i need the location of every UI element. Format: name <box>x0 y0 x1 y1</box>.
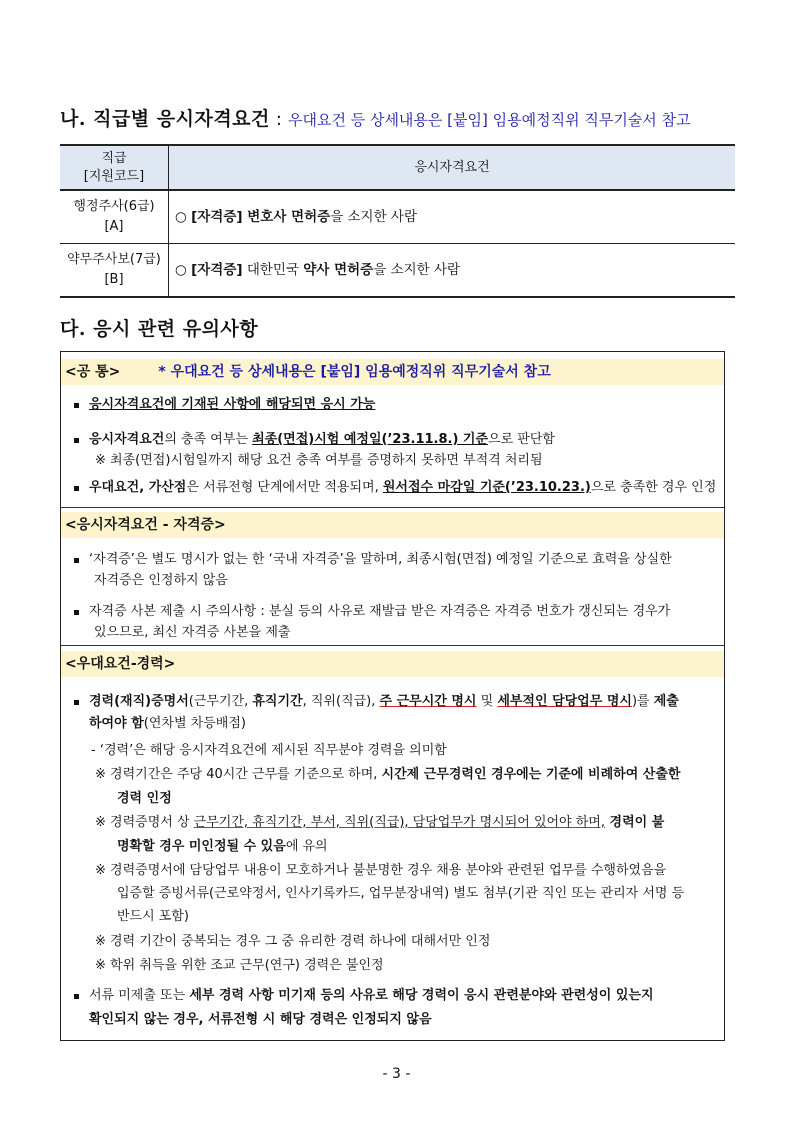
page-number: - 3 - <box>382 1066 411 1082</box>
common-item-3 <box>89 479 716 497</box>
career-item-2-a: 서류 미제출 또는 <box>89 988 190 1003</box>
requirement-cell <box>169 244 736 298</box>
req-bold: [자격증] <box>191 262 243 278</box>
career-item-2-line2: 확인되지 않는 경우, 서류전형 시 해당 경력은 인정되지 않음 <box>89 1012 432 1027</box>
grade-code: [A] <box>104 219 124 234</box>
career-note-5: ※ 학위 취득을 위한 조교 근무(연구) 경력은 불인정 <box>95 958 384 973</box>
common-item-2-b: 의 충족 여부는 <box>164 432 253 447</box>
career-item-1-line2 <box>89 715 246 733</box>
notice-box <box>60 351 725 1041</box>
career-item-1-a: 경력(재직)증명서 <box>89 694 189 709</box>
divider <box>61 507 724 508</box>
career-note-2-l2b: 에 유의 <box>285 839 328 854</box>
career-heading: <우대요건-경력> <box>61 651 724 677</box>
divider <box>61 645 724 646</box>
bullet-icon <box>74 438 79 443</box>
license-item-2-line2: 있으므로, 최신 자격증 사본을 제출 <box>94 625 291 640</box>
grade-cell <box>60 244 169 298</box>
career-note-1-line2: 경력 인정 <box>117 791 172 806</box>
section-da-title: 다. 응시 관련 유의사항 <box>60 318 259 340</box>
career-note-2-line2 <box>117 838 328 856</box>
common-item-2-d: 으로 판단함 <box>488 432 555 447</box>
header-grade-line2: [지원코드] <box>83 168 145 184</box>
common-item-3-b: 은 서류전형 단계에서만 적용되며, <box>186 480 383 495</box>
common-item-2-a: 응시자격요건 <box>89 432 165 447</box>
header-grade-line1: 직급 <box>101 150 127 166</box>
license-item-1-line1: ‘자격증’은 별도 명시가 없는 한 ‘국내 자격증’을 말하며, 최종시험(면접) 예정일 기준으로 효력을 상실한 <box>89 552 672 567</box>
common-item-1-text: 응시자격요건에 기재된 사항에 해당되면 응시 가능 <box>89 397 376 412</box>
license-heading: <응시자격요건 - 자격증> <box>61 512 724 538</box>
grade-name: 약무주사보(7급) <box>67 252 161 267</box>
license-item-1-line2: 자격증은 인정하지 않음 <box>94 573 228 588</box>
career-note-1-b: 시간제 근무경력인 경우에는 기준에 비례하여 산출한 <box>381 767 681 782</box>
common-head-note: * 우대요건 등 상세내용은 [붙임] 임용예정직위 직무기술서 참고 <box>158 364 551 380</box>
common-item-1 <box>89 396 375 414</box>
common-item-2-note: ※ 최종(면접)시험일까지 해당 요건 충족 여부를 증명하지 못하면 부적격 처리됨 <box>95 453 543 468</box>
req-rest: 을 소지한 사람 <box>373 262 461 278</box>
license-item-2-line1: 자격증 사본 제출 시 주의사항 : 분실 등의 사유로 재발급 받은 자격증은 자격증 번호가 갱신되는 경우가 <box>89 604 671 619</box>
career-item-1-d: , 직위(직급), <box>302 694 380 709</box>
table-row <box>60 244 735 298</box>
career-item-1-line1 <box>89 693 679 711</box>
req-bold: 약사 면허증 <box>303 262 374 278</box>
circle-marker: ○ <box>175 209 192 225</box>
career-note-1-a: ※ 경력기간은 주당 40시간 근무를 기준으로 하며, <box>95 767 382 782</box>
career-item-2-line1 <box>89 987 654 1005</box>
career-note-3-line3: 반드시 포함) <box>117 909 189 924</box>
qualification-table <box>60 144 735 298</box>
bullet-icon <box>74 700 79 705</box>
career-item-2-b: 세부 경력 사항 미기재 등의 사유로 해당 경력이 응시 관련분야와 관련성이 있는지 <box>189 988 654 1003</box>
career-item-1-l2a: 하여야 함 <box>89 716 144 731</box>
section-na-heading <box>60 104 760 131</box>
career-note-3-line2: 입증할 증빙서류(근로약정서, 인사기록카드, 업무분장내역) 별도 첨부(기관 직인 또는 관리자 서명 등 <box>117 886 685 901</box>
bullet-icon <box>74 994 79 999</box>
career-note-2-a: ※ 경력증명서 상 <box>95 815 194 830</box>
common-item-2 <box>89 431 555 449</box>
bullet-icon <box>74 486 79 491</box>
section-na-note: 우대요건 등 상세내용은 [붙임] 임용예정직위 직무기술서 참고 <box>287 111 691 129</box>
grade-name: 행정주사(6급) <box>73 199 155 214</box>
career-note-1-line1 <box>95 766 680 784</box>
table-row <box>60 190 735 244</box>
bullet-icon <box>74 558 79 563</box>
career-item-1-g: 세부적인 담당업무 명시 <box>497 694 632 709</box>
common-heading <box>61 359 724 385</box>
header-requirement: 응시자격요건 <box>169 145 736 190</box>
career-note-4: ※ 경력 기간이 중복되는 경우 그 중 유리한 경력 하나에 대해서만 인정 <box>95 934 491 949</box>
circle-marker: ○ <box>175 262 192 278</box>
bullet-icon <box>74 610 79 615</box>
career-note-3-line1: ※ 경력증명서에 담당업무 내용이 모호하거나 불분명한 경우 채용 분야와 관련된 업무를 수행하였음을 <box>95 863 667 878</box>
req-rest: 을 소지한 사람 <box>330 209 418 225</box>
career-item-1-h: )를 <box>631 694 654 709</box>
section-na-colon: : <box>275 109 282 130</box>
header-grade <box>60 145 169 190</box>
career-item-1-e: 주 근무시간 명시 <box>379 694 477 709</box>
grade-code: [B] <box>104 272 124 287</box>
table-header-row <box>60 145 735 190</box>
career-note-2-line1 <box>95 814 664 832</box>
career-item-1-f: 및 <box>476 694 498 709</box>
career-item-1-l2b: (연차별 차등배점) <box>143 716 246 731</box>
section-na-title: 나. 직급별 응시자격요건 <box>60 108 270 130</box>
career-note-2-b: 근무기간, 휴직기간, 부서, 직위(직급), 담당업무가 명시되어 있어야 하며, <box>193 815 605 830</box>
req-bold: [자격증] 변호사 면허증 <box>191 209 331 225</box>
career-note-2-l2a: 명확할 경우 미인정될 수 있음 <box>117 839 286 854</box>
common-item-3-a: 우대요건, 가산점 <box>89 480 187 495</box>
career-item-1-b: (근무기간, <box>188 694 253 709</box>
requirement-cell <box>169 190 736 244</box>
common-item-2-c: 최종(면접)시험 예정일(’23.11.8.) 기준 <box>252 432 489 447</box>
career-item-1-i: 제출 <box>653 694 679 709</box>
career-dash-1: - ‘경력’은 해당 응시자격요건에 제시된 직무분야 경력을 의미함 <box>91 743 447 758</box>
common-item-3-c: 원서접수 마감일 기준(’23.10.23.) <box>382 480 591 495</box>
bullet-icon <box>74 403 79 408</box>
common-head-label: <공 통> <box>65 364 121 380</box>
career-item-1-c: 휴직기간 <box>252 694 303 709</box>
common-item-3-d: 으로 충족한 경우 인정 <box>590 480 717 495</box>
career-note-2-c: 경력이 불 <box>605 815 665 830</box>
grade-cell <box>60 190 169 244</box>
req-mid: 대한민국 <box>242 262 304 278</box>
